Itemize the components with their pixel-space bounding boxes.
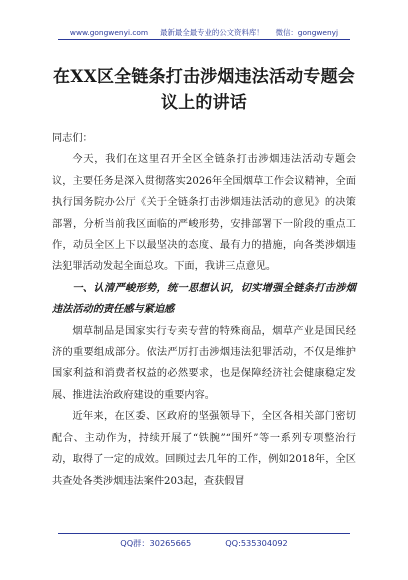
page-header: [0, 27, 408, 38]
paragraph-intro: 今天，我们在这里召开全区全链条打击涉烟违法活动专题会议，主要任务是深入贯彻落实2026年全国烟草工作会议精神，全面执行国务院办公厅《关于全链条打击涉烟违法活动的意见》的决策部署，分析当前我区面临的严峻形势，安排部署下一阶段的重点工作，动员全区上下以最坚决的态度、最有力的措施，向各类涉烟违法犯罪活动发起全面总攻。下面，我讲三点意见。: [52, 154, 356, 273]
document-body: [52, 128, 356, 492]
footer-rule: [58, 533, 350, 534]
paragraph-body: 烟草制品是国家实行专卖专营的特殊商品，烟草产业是国民经济的重要组成部分。依法严厉打击涉烟违法犯罪活动，不仅是维护国家利益和消费者权益的必然要求，也是保障经济社会健康稳定发展、推进法治政府建设的重要内容。: [52, 325, 356, 401]
section-heading-1: 一、认清严峻形势，统一思想认识，切实增强全链条打击涉烟违法活动的责任感与紧迫感: [52, 281, 356, 316]
salutation: 同志们：: [52, 133, 93, 144]
site-url[interactable]: www.gongwenyi.com: [69, 28, 149, 37]
qq-group: QQ群：30265665: [120, 538, 192, 548]
qq-contact: QQ:535304092: [225, 538, 288, 548]
paragraph-body: 近年来，在区委、区政府的坚强领导下，全区各相关部门密切配合、主动作为，持续开展了“铁腕”“围歼”等一系列专项整治行动，取得了一定的成效。回顾过去几年的工作，例如2018年，全区共查处各类涉烟违法案件203起，查获假冒: [52, 411, 356, 487]
site-slogan: 最新最全最专业的公文资料库！: [160, 28, 264, 37]
document-title: 在XX区全链条打击涉烟违法活动专题会议上的讲话: [53, 67, 355, 113]
header-rule: [58, 39, 350, 40]
page-footer: [0, 538, 408, 549]
wechat-id: 微信：gongwenyj: [275, 28, 339, 37]
